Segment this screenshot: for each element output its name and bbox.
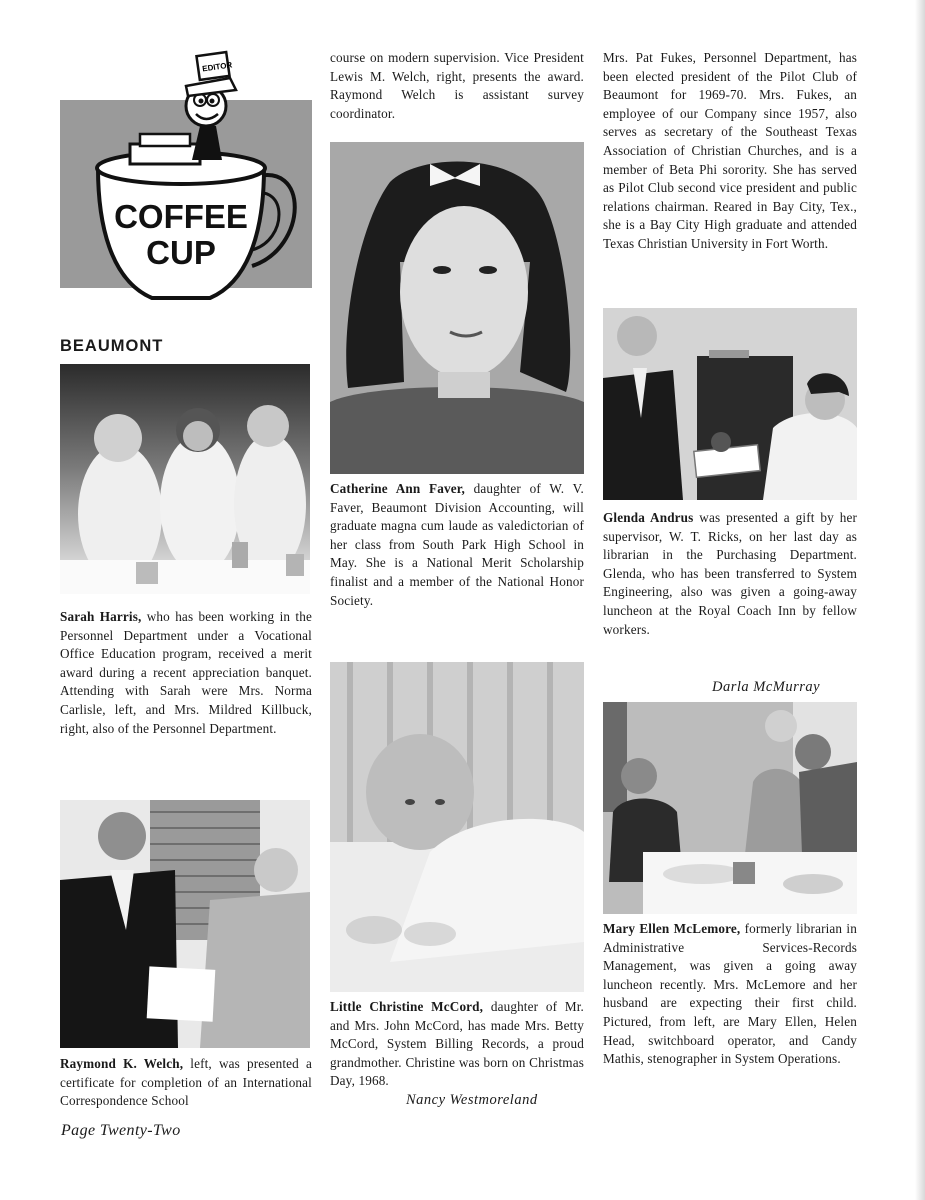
caption-glenda-name: Glenda Andrus [603, 510, 694, 525]
caption-christine-name: Little Christine McCord, [330, 999, 484, 1014]
section-heading: BEAUMONT [60, 337, 164, 355]
logo-line2: CUP [146, 234, 216, 271]
caption-catherine-text: daughter of W. V. Faver, Beaumont Division Accounting, will graduate magna cum laude as valedictorian of her class from South Park High School in May. She is a National Merit Scholarship finalist and a member of the National Honor Society. [330, 481, 584, 608]
photo-mary-ellen-mclemore [603, 702, 857, 914]
photo-christine-mccord [330, 662, 584, 992]
caption-catherine-faver [330, 480, 584, 610]
caption-raymond-welch [60, 1055, 312, 1111]
caption-raymond-cont-text: course on modern supervision. Vice President Lewis M. Welch, right, presents the award. Raymond Welch is assistant survey coordinator. [330, 50, 584, 121]
caption-mary-name: Mary Ellen McLemore, [603, 921, 741, 936]
page-edge-shadow [915, 0, 925, 1200]
caption-raymond-name: Raymond K. Welch, [60, 1056, 184, 1071]
caption-sarah-harris [60, 608, 312, 738]
caption-raymond-text: left, was presented a certificate for completion of an International Correspondence School [60, 1056, 312, 1109]
photo-banquet [60, 364, 310, 594]
signature-nancy: Nancy Westmoreland [406, 1092, 538, 1108]
caption-sarah-name: Sarah Harris, [60, 609, 142, 624]
caption-fukes-text: Mrs. Pat Fukes, Personnel Department, has been elected president of the Pilot Club of Beaumont for 1969-70. Mrs. Fukes, an employee of our Company since 1957, also serves as secretary of the Southeast Texas Association of Christian Churches, and is a member of Beta Phi sorority. She has served as Pilot Club second vice president and public relations chairman. Reared in Bay City, Tex., she is a Bay City High graduate and attended Texas Christian University in Fort Worth. [603, 50, 857, 251]
caption-catherine-name: Catherine Ann Faver, [330, 481, 465, 496]
caption-mary-ellen-mclemore [603, 920, 857, 1069]
caption-pat-fukes [603, 49, 857, 254]
logo-line1: COFFEE [114, 198, 248, 235]
caption-mary-text: formerly librarian in Administrative Services-Records Management, was given a going away luncheon recently. Mrs. McLemore and her husband are expecting their first child. Pictured, from left, are Mary Ellen, Helen Head, switchboard operator, and Candy Mathis, stenographer in System Operations. [603, 921, 857, 1067]
caption-glenda-andrus [603, 509, 857, 639]
hat-label: EDITOR [201, 60, 233, 74]
photo-raymond-welch [60, 800, 310, 1048]
coffee-cup-logo [60, 48, 312, 306]
caption-christine-mccord [330, 998, 584, 1091]
photo-catherine-faver [330, 142, 584, 474]
caption-sarah-text: who has been working in the Personnel Department under a Vocational Office Education program, received a merit award during a recent appreciation banquet. Attending with Sarah were Mrs. Norma Carlisle, left, and Mrs. Mildred Killbuck, right, also of the Personnel Department. [60, 609, 312, 736]
page-footer: Page Twenty-Two [61, 1122, 181, 1139]
photo-glenda-andrus [603, 308, 857, 500]
caption-raymond-continued [330, 49, 584, 123]
caption-christine-text: daughter of Mr. and Mrs. John McCord, has made Mrs. Betty McCord, System Billing Records, a proud grandmother. Christine was born on Christmas Day, 1968. [330, 999, 584, 1089]
caption-glenda-text: was presented a gift by her supervisor, W. T. Ricks, on her last day as librarian in the Purchasing Department. Glenda, who has been transferred to System Engineering, also was given a going-away luncheon at the Royal Coach Inn by fellow workers. [603, 510, 857, 637]
signature-darla: Darla McMurray [712, 679, 821, 695]
